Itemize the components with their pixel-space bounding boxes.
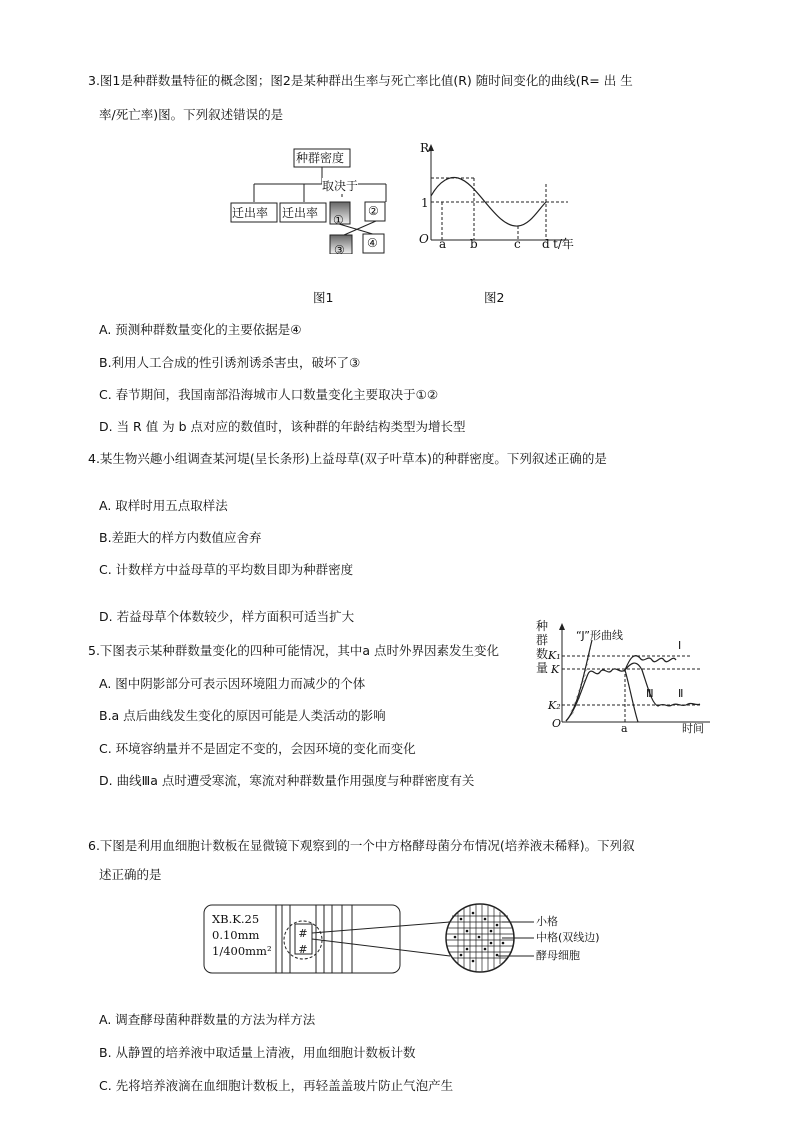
q3-figure2 [418,140,588,252]
q5-fig-origin: O [552,717,562,730]
q3-option-b: B.利用人工合成的性引诱剂诱杀害虫，破坏了③ [99,355,361,370]
q6-fig-yeast: 酵母细胞 [536,949,580,962]
fig1-circle-4: ④ [367,236,378,250]
q5-fig-k1: K₁ [548,649,561,662]
q6-fig-line3: 1/400mm² [212,944,272,958]
q6-option-c: C. 先将培养液滴在血细胞计数板上，再轻盖盖玻片防止气泡产生 [99,1078,454,1093]
q4-option-c: C. 计数样方中益母草的平均数目即为种群密度 [99,562,354,577]
q5-option-a: A. 图中阴影部分可表示因环境阻力而减少的个体 [99,676,366,691]
fig1-emigration-1: 迁出率 [232,206,269,220]
q5-fig-curve-2: Ⅱ [678,687,684,700]
q6-fig-line1: XB.K.25 [212,912,260,926]
fig1-circle-2: ② [368,204,379,218]
q3-figure1-caption: 图1 [313,290,334,305]
fig2-d: d [542,237,550,251]
q5-fig-xlabel: 时间 [682,722,704,735]
fig1-circle-1: ① [333,213,344,227]
fig1-circle-3: ③ [334,243,345,254]
q6-fig-small-grid: 小格 [536,915,558,928]
q6-stem-line2: 述正确的是 [99,867,162,882]
fig1-density: 种群密度 [296,151,345,165]
q6-fig-middle-grid: 中格(双线边) [536,931,600,944]
fig2-one: 1 [421,196,429,210]
q5-fig-k2: K₂ [548,699,561,712]
q6-option-b: B. 从静置的培养液中取适量上清液，用血细胞计数板计数 [99,1045,416,1060]
q5-fig-a: a [621,722,628,735]
q5-option-d: D. 曲线Ⅲa 点时遭受寒流，寒流对种群数量作用强度与种群密度有关 [99,773,475,788]
q3-stem-line2: 率/死亡率)图。下列叙述错误的是 [99,107,284,122]
q5-fig-curve-3: Ⅲ [646,687,654,700]
q3-figure1 [226,142,396,254]
q3-option-c: C. 春节期间，我国南部沿海城市人口数量变化主要取决于①② [99,387,439,402]
q4-stem: 4.某生物兴趣小组调查某河堤(呈长条形)上益母草(双子叶草本)的种群密度。下列叙述正确的是 [88,451,607,466]
q6-option-a: A. 调查酵母菌种群数量的方法为样方法 [99,1012,316,1027]
q4-option-b: B.差距大的样方内数值应舍弃 [99,530,262,545]
fig2-origin: O [419,232,429,246]
svg-text:#: # [298,927,308,940]
q5-stem: 5.下图表示某种群数量变化的四种可能情况，其中a 点时外界因素发生变化 [88,643,500,658]
q3-option-d: D. 当 R 值 为 b 点对应的数值时，该种群的年龄结构类型为增长型 [99,419,466,434]
q6-stem-line1: 6.下图是利用血细胞计数板在显微镜下观察到的一个中方格酵母菌分布情况(培养液未稀释)。下列叙 [88,838,635,853]
q5-fig-j-curve: “J”形曲线 [576,629,623,642]
q5-fig-ylabel-1: 种 [536,619,549,633]
fig1-emigration-2: 迁出率 [282,206,319,220]
q5-option-c: C. 环境容纳量并不是固定不变的，会因环境的变化而变化 [99,741,416,756]
q5-fig-ylabel-4: 量 [536,661,549,675]
fig2-c: c [514,237,521,251]
fig2-a: a [439,237,447,251]
q3-option-a: A. 预测种群数量变化的主要依据是④ [99,322,302,337]
q3-figure2-caption: 图2 [484,290,505,305]
q6-figure [202,900,622,980]
q5-fig-ylabel-2: 群 [536,633,549,647]
q5-fig-curve-1: Ⅰ [678,639,682,652]
fig2-xlabel: t/年 [553,237,574,251]
fig2-b: b [470,237,478,251]
q4-option-d: D. 若益母草个体数较少，样方面积可适当扩大 [99,609,355,624]
fig2-ylabel: R [420,141,430,155]
q5-figure [532,618,712,738]
q3-stem-line1: 3.图1是种群数量特征的概念图；图2是某种群出生率与死亡率比值(R) 随时间变化的曲线(R= 出 生 [88,73,633,88]
fig1-decides: 取决于 [322,179,359,193]
q4-option-a: A. 取样时用五点取样法 [99,498,228,513]
q5-fig-ylabel-3: 数 [536,647,549,661]
svg-text:#: # [298,943,308,956]
q5-option-b: B.a 点后曲线发生变化的原因可能是人类活动的影响 [99,708,386,723]
q6-fig-line2: 0.10mm [212,928,260,942]
q5-fig-k: K [551,663,560,676]
